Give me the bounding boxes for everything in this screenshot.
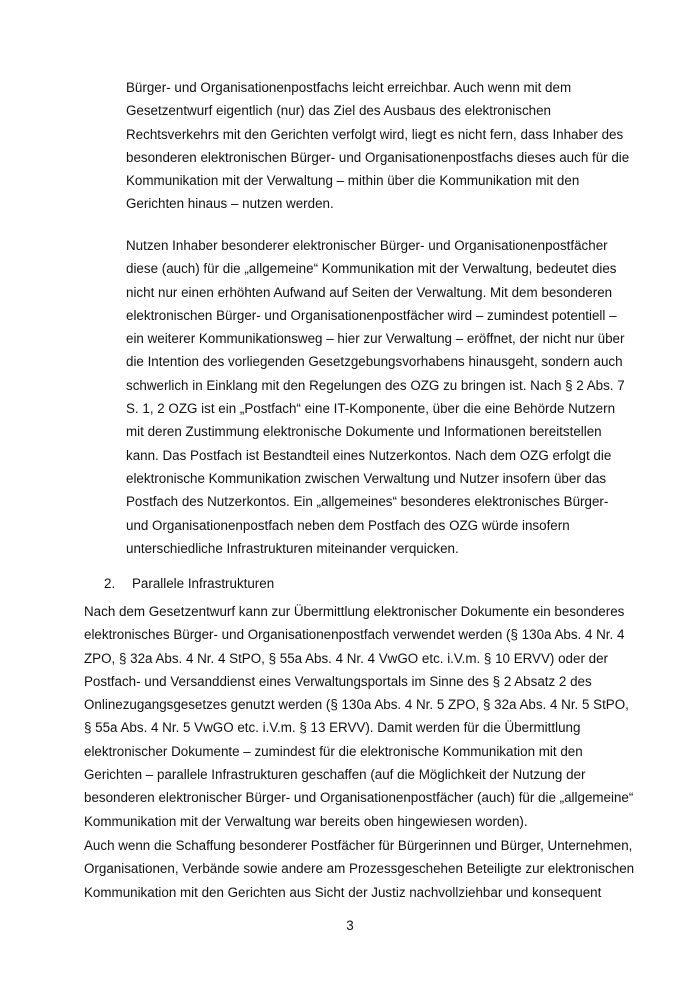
text-line: Nutzen Inhaber besonderer elektronischer Bürger- und Organisationenpostfächer	[126, 238, 608, 253]
text-line: Kommunikation mit der Verwaltung war bereits oben hingewiesen worden).	[84, 813, 528, 829]
paragraph-special-postboxes	[84, 834, 634, 904]
text-line: besonderen elektronischen Bürger- und Organisationenpostfachs dieses auch für die	[126, 149, 630, 165]
text-line: ZPO, § 32a Abs. 4 Nr. 4 StPO, § 55a Abs. 4 Nr. 4 VwGO etc. i.V.m. § 10 ERVV) oder der	[84, 650, 608, 666]
text-line: Rechtsverkehrs mit den Gerichten verfolgt wird, liegt es nicht fern, dass Inhaber des	[126, 126, 624, 142]
section-heading	[104, 572, 274, 595]
text-line: Gerichten hinaus – nutzen werden.	[126, 196, 334, 212]
text-line: unterschiedliche Infrastrukturen miteinander verquicken.	[126, 540, 459, 556]
text-line: Postfach- und Versanddienst eines Verwaltungsportals im Sinne des § 2 Absatz 2 des	[84, 673, 592, 689]
paragraph-postfach-ozg	[126, 234, 625, 560]
page-number: 3	[346, 918, 354, 933]
text-line: Kommunikation mit den Gerichten aus Sicht der Justiz nachvollziehbar und konsequent	[84, 884, 602, 900]
text-line: elektronischen Bürger- und Organisationenpostfächer wird – zumindest potentiell –	[126, 307, 617, 323]
text-line: und Organisationenpostfach neben dem Postfach des OZG würde insofern	[126, 517, 570, 533]
text-line: Kommunikation mit der Verwaltung – mithin über die Kommunikation mit den	[126, 173, 580, 189]
text-line: Organisationen, Verbände sowie andere am Prozessgeschehen Beteiligte zur elektronischen	[84, 861, 635, 877]
text-line: ein weiterer Kommunikationsweg – hier zur Verwaltung – eröffnet, der nicht nur über	[126, 331, 625, 347]
text-line: Postfach des Nutzerkontos. Ein „allgemeines“ besonderes elektronisches Bürger-	[126, 494, 609, 510]
paragraph-parallel-infrastructures	[84, 600, 633, 833]
text-line: elektronischer Dokumente – zumindest für die elektronische Kommunikation mit den	[84, 743, 583, 759]
text-line: S. 1, 2 OZG ist ein „Postfach“ eine IT-Komponente, über die eine Behörde Nutzern	[126, 401, 616, 417]
text-line: besonderen elektronischer Bürger- und Organisationenpostfächer (auch) für die „allgemeine“	[84, 790, 634, 806]
section-title: Parallele Infrastrukturen	[132, 576, 275, 591]
text-line: nicht nur einen erhöhten Aufwand auf Seiten der Verwaltung. Mit dem besonderen	[126, 284, 613, 300]
text-line: Auch wenn die Schaffung besonderer Postfächer für Bürgerinnen und Bürger, Unternehmen,	[84, 838, 633, 853]
text-line: mit deren Zustimmung elektronische Dokumente und Informationen bereitstellen	[126, 424, 602, 440]
text-line: Bürger- und Organisationenpostfachs leicht erreichbar. Auch wenn mit dem	[126, 80, 572, 95]
text-line: Gesetzentwurf eigentlich (nur) das Ziel des Ausbaus des elektronischen	[126, 103, 552, 119]
section-number: 2.	[104, 576, 116, 591]
text-line: § 55a Abs. 4 Nr. 5 VwGO etc. i.V.m. § 13 ERVV). Damit werden für die Übermittlung	[84, 720, 581, 736]
text-line: Gerichten – parallele Infrastrukturen geschaffen (auf die Möglichkeit der Nutzung der	[84, 767, 586, 783]
text-line: elektronische Kommunikation zwischen Verwaltung und Nutzer insofern über das	[126, 470, 607, 486]
text-line: diese (auch) für die „allgemeine“ Kommunikation mit der Verwaltung, bedeutet dies	[126, 261, 617, 277]
text-line: Onlinezugangsgesetzes genutzt werden (§ 130a Abs. 4 Nr. 5 ZPO, § 32a Abs. 4 Nr. 5 StPO,	[84, 697, 629, 713]
text-line: elektronisches Bürger- und Organisationenpostfach verwendet werden (§ 130a Abs. 4 Nr. 4	[84, 627, 625, 643]
text-line: schwerlich in Einklang mit den Regelungen des OZG zu bringen ist. Nach § 2 Abs. 7	[126, 377, 625, 393]
text-line: die Intention des vorliegenden Gesetzgebungsvorhabens hinausgeht, sondern auch	[126, 354, 623, 370]
paragraph-continuation	[126, 76, 629, 216]
text-line: kann. Das Postfach ist Bestandteil eines Nutzerkontos. Nach dem OZG erfolgt die	[126, 447, 612, 463]
text-line: Nach dem Gesetzentwurf kann zur Übermittlung elektronischer Dokumente ein besonderes	[84, 604, 625, 619]
